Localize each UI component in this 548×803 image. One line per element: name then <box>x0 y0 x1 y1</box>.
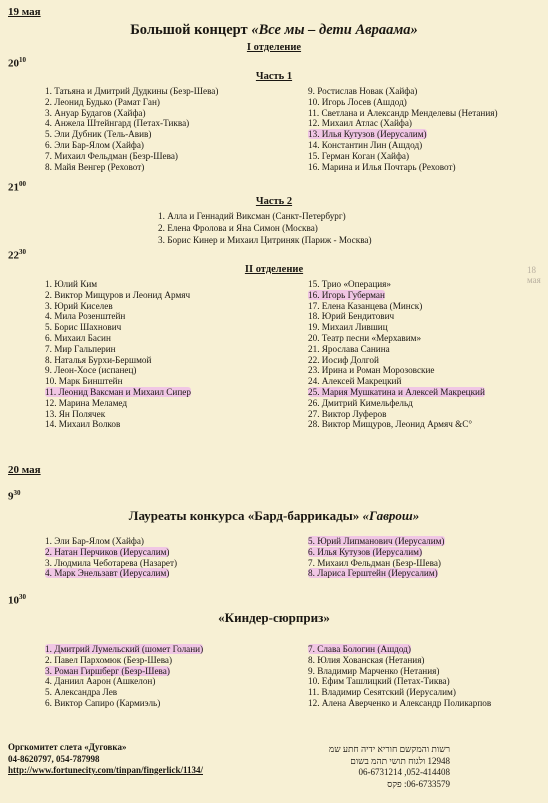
list-item-highlighted: 2. Натан Перчиков (Иерусалим) <box>45 546 170 557</box>
list-item: 2. Елена Фролова и Яна Симон (Москва) <box>158 223 318 233</box>
list-item: 12. Марина Меламед <box>45 397 128 408</box>
part-2-heading: Часть 2 <box>255 196 293 207</box>
website-link[interactable]: http://www.fortunecity.com/tinpan/fingerlick/1134/ <box>8 765 203 775</box>
list-item-highlighted: 4. Марк Энельзавт (Иерусалим) <box>45 568 170 579</box>
laureates-heading <box>0 508 548 524</box>
hebrew-fax: 06-6733579: פקס <box>387 778 450 789</box>
organizer-phones: 04-8620797, 054-787998 <box>8 753 100 764</box>
laureates-right-list <box>308 536 445 579</box>
list-item: 5. Борис Шахнович <box>45 322 122 333</box>
hebrew-line-1: רשות והמקשם חוריא ידיה חתע שמ <box>328 744 450 754</box>
list-item: 13. Ян Полячек <box>45 408 106 419</box>
part-1-heading: Часть 1 <box>255 71 293 82</box>
hebrew-phones: 052-414408, 06-6731214 <box>358 767 450 777</box>
date-19-may: 19 мая <box>8 6 41 18</box>
list-item: 28. Виктор Мищуров, Леонид Армяч &C° <box>308 419 473 430</box>
list-item: 19. Михаил Лившиц <box>308 322 388 333</box>
list-item-highlighted: 7. Слава Бологин (Ашдод) <box>308 644 411 654</box>
footer-contacts <box>8 742 203 777</box>
section-2-left-list <box>45 279 191 430</box>
list-item: 23. Ирина и Роман Морозовские <box>308 365 435 376</box>
time-22-30: $22^{30}$ <box>8 248 26 262</box>
list-item: 7. Мир Гальперин <box>45 343 116 354</box>
section-2-right-list <box>308 279 485 430</box>
list-item: 2. Леонид Будько (Рамат Ган) <box>45 96 160 107</box>
list-item: 8. Юлия Хованская (Нетания) <box>308 654 425 665</box>
list-item: 11. Светлана и Александр Менделевы (Нетания) <box>308 107 498 118</box>
list-item: 3. Ануар Будагов (Хайфа) <box>45 107 146 118</box>
list-item-highlighted: 3. Роман Гиршберг (Безр-Шева) <box>45 665 170 676</box>
list-item-highlighted: 8. Лариса Герштейн (Иерусалим) <box>308 568 438 579</box>
organizer-name: Оргкомитет слета «Дуговка» <box>8 742 127 752</box>
list-item: 9. Леон-Хосе (испанец) <box>45 365 137 376</box>
list-item-highlighted: 6. Илья Кутузов (Иерусалим) <box>308 546 423 557</box>
concert-title <box>0 22 548 39</box>
list-item: 1. Юлий Ким <box>45 279 98 289</box>
list-item: 14. Константин Лин (Ашдод) <box>308 139 423 150</box>
list-item: 17. Елена Казанцева (Минск) <box>308 300 423 311</box>
list-item: 3. Борис Кинер и Михаил Цитриняк (Париж - Москва) <box>158 235 372 245</box>
list-item: 9. Ростислав Новак (Хайфа) <box>308 86 418 96</box>
time-21-00: $21^{00}$ <box>8 180 26 194</box>
list-item: 4. Мила Розенштейн <box>45 311 126 322</box>
list-item-highlighted: 11. Леонид Ваксман и Михаил Сипер <box>45 386 191 397</box>
list-item: 3. Юрий Киселев <box>45 300 113 311</box>
list-item: 2. Павел Пархомюк (Безр-Шева) <box>45 654 173 665</box>
kinder-right-list <box>308 644 491 709</box>
list-item: 4. Анжела Штейнгард (Петах-Тиква) <box>45 118 190 129</box>
list-item: 1. Алла и Геннадий Виксман (Санкт-Петербург) <box>158 211 346 221</box>
list-item: 10. Марк Бинштейн <box>45 376 123 387</box>
list-item: 20. Театр песни «Мерхавим» <box>308 332 422 343</box>
hebrew-line-2: 12948 ולגוח תושי תהמ בשום <box>350 755 450 766</box>
laureates-left-list <box>45 536 177 579</box>
list-item: 18. Юрий Бендитович <box>308 311 395 322</box>
list-item-highlighted: 25. Мария Мушкатина и Алексей Макрецкий <box>308 386 485 397</box>
hebrew-contacts <box>329 744 450 790</box>
list-item: 6. Михаил Басин <box>45 332 111 343</box>
list-item: 11. Владимир Сеsятский (Иерусалим) <box>308 687 456 698</box>
part-1-right-list <box>308 86 498 172</box>
list-item: 3. Людмила Чеботарева (Назарет) <box>45 557 178 568</box>
section-2-heading: II отделение <box>244 264 304 275</box>
list-item: 14. Михаил Волков <box>45 419 121 430</box>
list-item: 1. Эли Бар-Ялом (Хайфа) <box>45 536 144 546</box>
list-item: 12. Михаил Атлас (Хайфа) <box>308 118 412 129</box>
list-item-highlighted: 13. Илья Кутузов (Иерусалим) <box>308 129 427 140</box>
laureates-heading-main: Лауреаты конкурса «Бард-баррикады» <box>128 508 363 523</box>
concert-title-main: Большой концерт <box>130 22 252 38</box>
bleed-text: 18 мая <box>527 265 541 285</box>
list-item: 24. Алексей Макрецкий <box>308 376 402 387</box>
list-item-highlighted: 1. Дмитрий Лумельский (шомет Голани) <box>45 644 204 654</box>
list-item: 6. Эли Бар-Ялом (Хайфа) <box>45 139 144 150</box>
list-item: 15. Герман Коган (Хайфа) <box>308 150 410 161</box>
list-item-highlighted: 5. Юрий Липманович (Иерусалим) <box>308 536 445 546</box>
list-item: 1. Татьяна и Дмитрий Дудкины (Безр-Шева) <box>45 86 219 96</box>
list-item: 7. Михаил Фельдман (Безр-Шева) <box>45 150 178 161</box>
list-item: 6. Виктор Сапиро (Кармиэль) <box>45 697 161 708</box>
concert-title-italic: «Все мы – дети Авраама» <box>251 22 418 38</box>
date-20-may: 20 мая <box>8 464 41 476</box>
part-1-left-list <box>45 86 218 172</box>
kinder-heading: «Киндер-сюрприз» <box>218 610 330 625</box>
time-9-30: $9^{30}$ <box>8 489 21 503</box>
section-1-heading: I отделение <box>246 42 302 53</box>
time-20-10: $20^{10}$ <box>8 56 26 70</box>
list-item: 10. Ефим Ташлицкий (Петах-Тиква) <box>308 676 450 687</box>
laureates-heading-italic: «Гаврош» <box>362 508 420 523</box>
list-item: 12. Алена Аверченко и Александр Поликарпов <box>308 697 492 708</box>
list-item: 8. Майя Венгер (Реховот) <box>45 161 145 172</box>
list-item: 22. Иосиф Долгой <box>308 354 379 365</box>
list-item: 27. Виктор Луферов <box>308 408 387 419</box>
list-item: 15. Трио «Операция» <box>308 279 391 289</box>
list-item-highlighted: 16. Игорь Губерман <box>308 289 385 300</box>
list-item: 4. Даниил Аарон (Ашкелон) <box>45 676 156 687</box>
list-item: 5. Александра Лев <box>45 687 118 698</box>
list-item: 2. Виктор Мищуров и Леонид Армяч <box>45 289 191 300</box>
list-item: 21. Ярослава Санина <box>308 343 390 354</box>
part-2-list <box>158 210 372 246</box>
list-item: 10. Игорь Лосев (Ашдод) <box>308 96 407 107</box>
list-item: 7. Михаил Фельдман (Безр-Шева) <box>308 557 441 568</box>
kinder-left-list <box>45 644 203 709</box>
list-item: 5. Эли Дубник (Тель-Авив) <box>45 129 152 140</box>
list-item: 8. Наталья Бурхи-Бершмой <box>45 354 152 365</box>
list-item: 26. Дмитрий Кимельфельд <box>308 397 413 408</box>
list-item: 16. Марина и Илья Почтарь (Реховот) <box>308 161 456 172</box>
time-10-30: $10^{30}$ <box>8 593 26 607</box>
list-item: 9. Владимир Марченко (Нетания) <box>308 665 440 676</box>
